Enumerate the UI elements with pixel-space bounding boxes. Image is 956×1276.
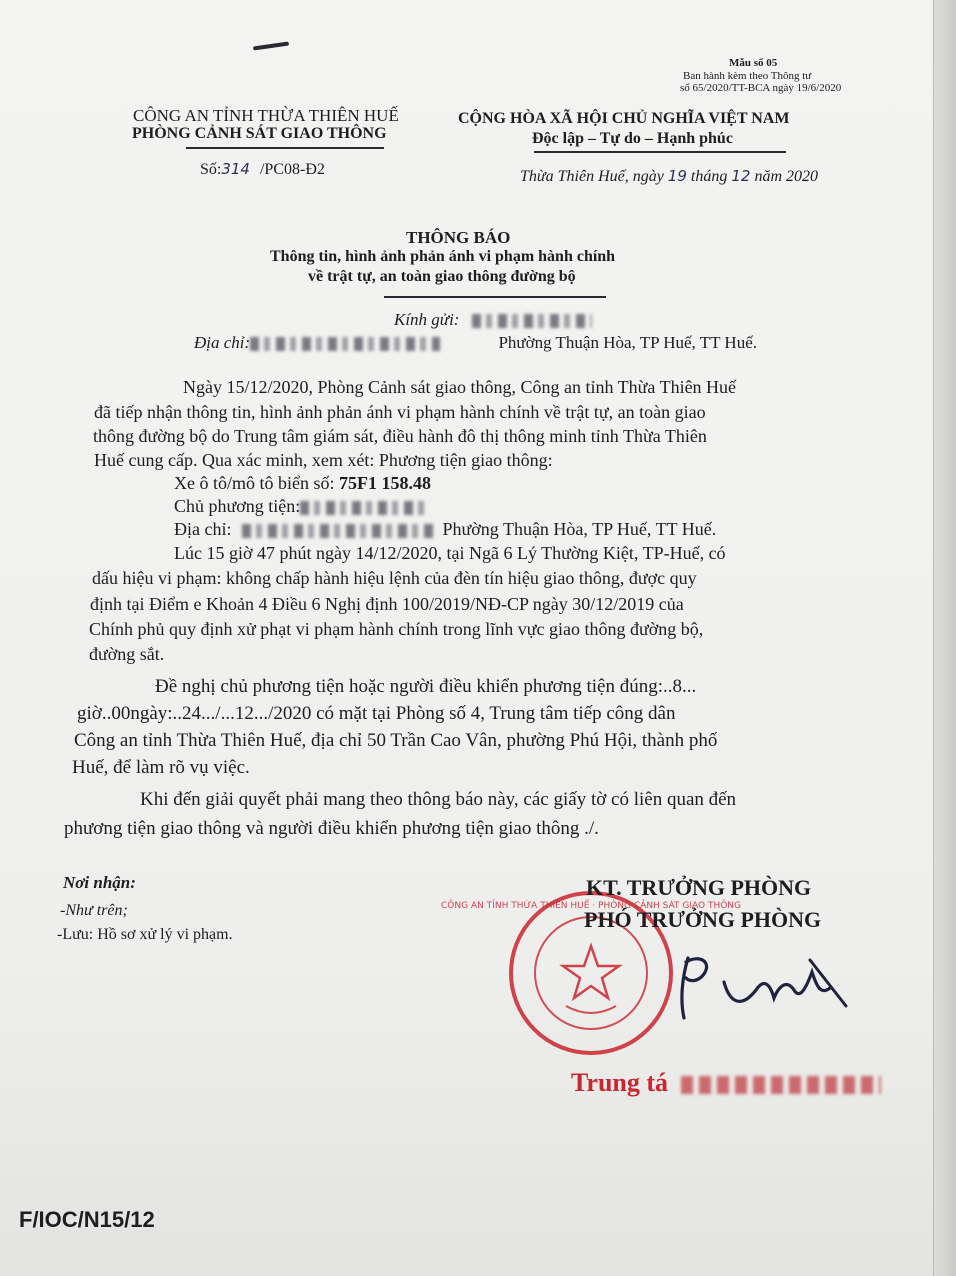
recipient-address-label: Địa chỉ:: [194, 333, 251, 352]
redacted-signer-name: [681, 1076, 881, 1094]
p2-line2: dấu hiệu vi phạm: không chấp hành hiệu lệnh của đèn tín hiệu giao thông, được quy: [92, 568, 697, 588]
header-org: CÔNG AN TỈNH THỪA THIÊN HUẾ: [133, 106, 399, 125]
signer-line: [571, 1068, 881, 1098]
date-mid: tháng: [690, 168, 728, 185]
form-note-line1: Ban hành kèm theo Thông tư: [683, 70, 812, 82]
p4-line1: Khi đến giải quyết phải mang theo thông báo này, các giấy tờ có liên quan đến: [140, 789, 737, 810]
p2-line5: đường sắt.: [89, 644, 165, 664]
header-country: CỘNG HÒA XÃ HỘI CHỦ NGHĨA VIỆT NAM: [458, 110, 790, 127]
vehicle-plate: 75F1 158.48: [339, 473, 431, 493]
p3-line2: giờ..00ngày:..24.../...12.../2020 có mặt tại Phòng số 4, Trung tâm tiếp công dân: [77, 703, 676, 724]
p3-line1: Đề nghị chủ phương tiện hoặc người điều khiển phương tiện đúng:..8...: [155, 676, 697, 697]
redacted-recipient-name: [472, 314, 592, 328]
seal-text: CÔNG AN TỈNH THỪA THIÊN HUẾ · PHÒNG CẢNH SÁT GIAO THÔNG: [441, 901, 741, 911]
date-month-handwritten: 12: [731, 167, 751, 185]
p3-line4: Huế, để làm rõ vụ việc.: [72, 757, 250, 778]
recipient-address: [194, 333, 757, 353]
redacted-owner-address: [242, 524, 438, 538]
vehicle-line: [174, 473, 431, 494]
doc-number-prefix: Số:: [200, 161, 222, 178]
doc-number-suffix: /PC08-Đ2: [259, 161, 325, 178]
p1-line2: đã tiếp nhận thông tin, hình ảnh phản ánh vi phạm hành chính về trật tự, an toàn giao: [94, 402, 706, 422]
p1-line3: thông đường bộ do Trung tâm giám sát, điều hành đô thị thông minh tỉnh Thừa Thiên: [93, 426, 707, 446]
recipients-label: Nơi nhận:: [63, 873, 136, 892]
date-prefix: Thừa Thiên Huế, ngày: [520, 168, 664, 185]
footer-code: F/IOC/N15/12: [19, 1207, 155, 1232]
recipients-item2: -Lưu: Hồ sơ xử lý vi phạm.: [57, 926, 233, 943]
pen-mark: [253, 42, 289, 51]
vehicle-label: Xe ô tô/mô tô biển số:: [174, 473, 335, 493]
doc-number: [200, 160, 325, 179]
redacted-owner-name: [300, 501, 430, 515]
title-rule: [384, 296, 606, 298]
signer-rank: Trung tá: [571, 1068, 669, 1097]
page-edge: [933, 0, 956, 1276]
p2-line1: Lúc 15 giờ 47 phút ngày 14/12/2020, tại Ngã 6 Lý Thường Kiệt, TP-Huế, có: [174, 543, 726, 563]
header-dept: PHÒNG CẢNH SÁT GIAO THÔNG: [132, 125, 387, 142]
recipient-greeting: [394, 310, 592, 330]
owner-address-label: Địa chỉ:: [174, 519, 232, 539]
recipients-item1: -Như trên;: [60, 902, 128, 919]
signature-title1: KT. TRƯỞNG PHÒNG: [586, 875, 812, 900]
doc-subtitle-line1: Thông tin, hình ảnh phản ánh vi phạm hành chính: [270, 248, 616, 265]
signature-title2: PHÓ TRƯỞNG PHÒNG: [584, 907, 822, 932]
p1-line4: Huế cung cấp. Qua xác minh, xem xét: Phương tiện giao thông:: [94, 450, 553, 470]
p2-line3: định tại Điểm e Khoản 4 Điều 6 Nghị định 100/2019/NĐ-CP ngày 30/12/2019 của: [90, 594, 684, 614]
handwritten-signature-icon: [660, 948, 870, 1028]
date-day-handwritten: 19: [667, 167, 687, 185]
header-motto: Độc lập – Tự do – Hạnh phúc: [532, 130, 733, 147]
p1-line1: Ngày 15/12/2020, Phòng Cảnh sát giao thông, Công an tỉnh Thừa Thiên Huế: [183, 377, 737, 397]
redacted-recipient-address: [250, 337, 440, 351]
p3-line3: Công an tỉnh Thừa Thiên Huế, địa chỉ 50 Trần Cao Vân, phường Phú Hội, thành phố: [74, 730, 718, 751]
doc-title: THÔNG BÁO: [406, 228, 511, 247]
p2-line4: Chính phủ quy định xử phạt vi phạm hành chính trong lĩnh vực giao thông đường bộ,: [89, 619, 704, 639]
owner-address-line: [174, 519, 716, 540]
doc-date: [520, 167, 818, 186]
recipient-address-tail: Phường Thuận Hòa, TP Huế, TT Huế.: [498, 333, 757, 352]
header-motto-rule: [534, 151, 786, 153]
owner-address-tail: Phường Thuận Hòa, TP Huế, TT Huế.: [442, 519, 717, 539]
greeting-label: Kính gửi:: [394, 310, 460, 329]
doc-number-handwritten: 314: [221, 160, 250, 178]
owner-label: Chủ phương tiện:: [174, 496, 301, 516]
header-dept-rule: [186, 147, 384, 149]
form-note-line2: số 65/2020/TT-BCA ngày 19/6/2020: [680, 82, 842, 94]
owner-line: [174, 496, 430, 517]
p4-line2: phương tiện giao thông và người điều khiển phương tiện giao thông ./.: [64, 818, 599, 839]
doc-subtitle-line2: về trật tự, an toàn giao thông đường bộ: [308, 268, 576, 285]
date-suffix: năm 2020: [754, 168, 819, 185]
form-code: Mẫu số 05: [729, 57, 778, 69]
